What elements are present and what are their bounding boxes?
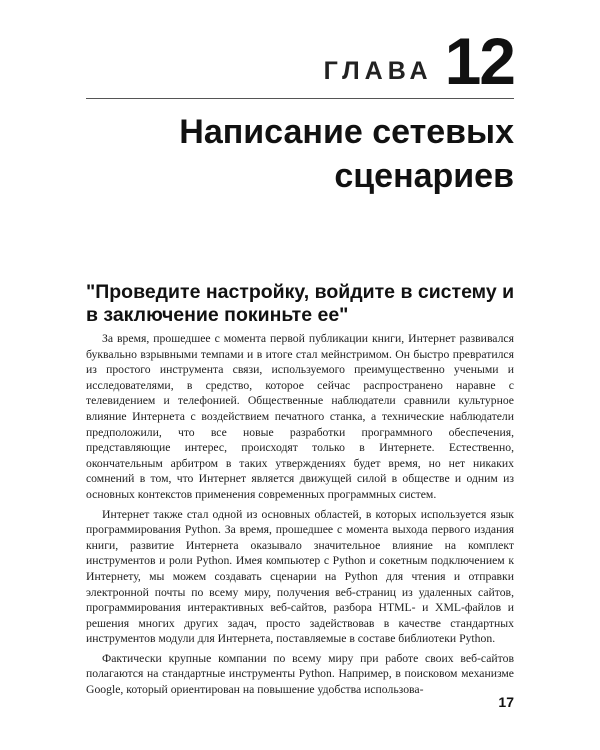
chapter-title: Написание сетевых сценариев: [179, 113, 514, 195]
chapter-label: ГЛАВА: [323, 57, 433, 85]
chapter-rule: [86, 98, 514, 99]
paragraph: За время, прошедшее с момента первой публикации книги, Интернет развивался буквально взрывными темпами и в итоге стал мейнстримом. Он быстро превратился из простого инструмента связи, используемого преимущественно учеными и исследователями, в средство, которое сейчас распространено наравне с телевидением и телефонией. Общественные наблюдатели сравнили культурное влияние Интернета с воздействием печатного станка, а технические наблюдатели предположили, что все новые разработки программного обеспечения, представляющие интерес, происходят только в Интернете. Естественно, окончательным арбитром в таких утверждениях будет время, но нет никаких сомнений в том, что Интернет является движущей силой в обществе и одним из основных контекстов применения современных программных систем.: [86, 332, 514, 501]
page-number: 17: [498, 694, 514, 710]
body-text: [86, 331, 514, 702]
paragraph: Интернет также стал одной из основных областей, в которых используется язык программирования Python. За время, прошедшее с момента выхода первого издания книги, развитие Интернета оказывало значительное влияние на комплект инструментов и роли Python. Имея компьютер с Python и сокетным подключением к Интернету, мы можем создавать сценарии на Python для чтения и отправки электронной почты по всему миру, получения веб-страниц из удаленных сайтов, программирования интерактивных веб-сайтов, разбора HTML- и XML-файлов и решения многих других задач, просто задействовав в качестве стандартных инструментов модули для Интернета, поставляемые в составе библиотеки Python.: [86, 507, 514, 646]
chapter-number: 12: [444, 24, 514, 98]
paragraph: Фактически крупные компании по всему миру при работе своих веб-сайтов полагаются на стандартные инструменты Python. Например, в поисковом механизме Google, который ориентирован на повышение удобства использова-: [86, 651, 514, 697]
epigraph: "Проведите настройку, войдите в систему и в заключение покиньте ее": [86, 281, 515, 326]
chapter-heading: [323, 24, 514, 98]
